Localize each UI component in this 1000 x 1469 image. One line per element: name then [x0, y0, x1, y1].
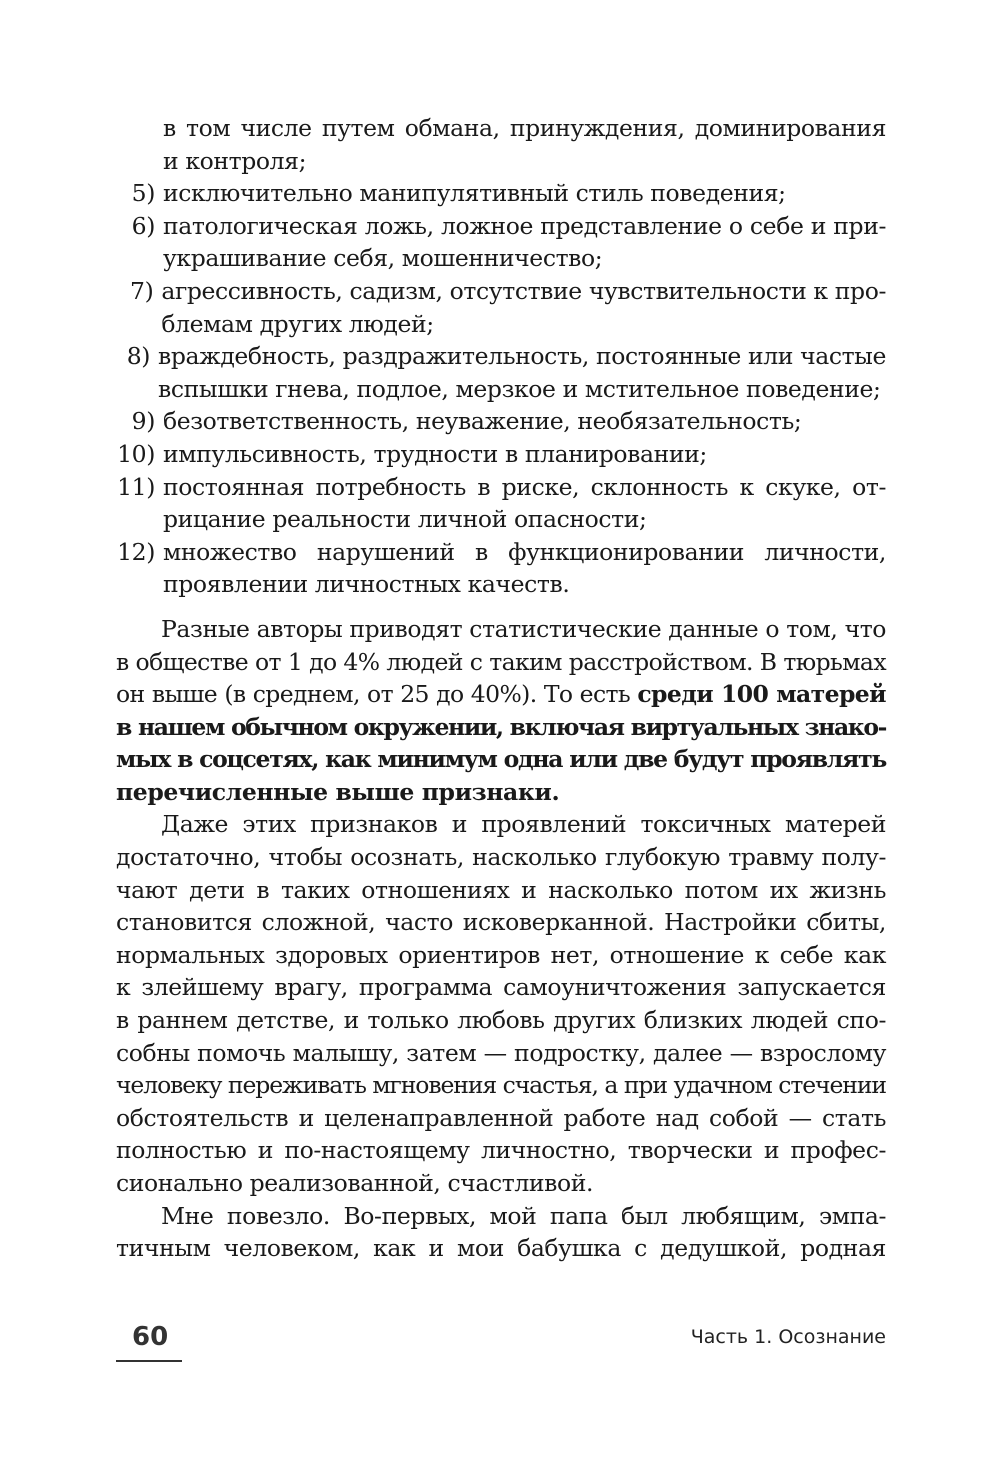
- text-line: [116, 678, 886, 711]
- text-line: к злейшему врагу, программа самоуничтожения запускается: [116, 973, 886, 1002]
- list-number: 10): [117, 439, 155, 468]
- page-footer: [116, 1322, 886, 1362]
- list-number: 9): [131, 407, 155, 436]
- text-line: Разные авторы приводят статистические данные о том, что: [161, 614, 887, 643]
- text-line: агрессивность, садизм, отсутствие чувствительности к про-: [161, 276, 886, 305]
- page-body: [116, 112, 886, 1265]
- list-item: [116, 340, 886, 405]
- text-line: полностью и по-настоящему личностно, творчески и профес-: [116, 1136, 886, 1165]
- text-span: он выше (в среднем, от 25 до 40%). То есть: [116, 680, 638, 709]
- bold-text: в нашем обычном окружении, включая виртуальных знако-: [116, 712, 886, 741]
- list-number: 8): [126, 342, 151, 371]
- list-number: 6): [131, 211, 155, 240]
- text-line: блемам других людей;: [161, 309, 434, 338]
- text-line: в том числе путем обмана, принуждения, доминирования: [163, 114, 886, 142]
- text-line: Даже этих признаков и проявлений токсичных матерей: [161, 810, 886, 839]
- text-line: постоянная потребность в риске, склонность к скуке, от-: [163, 472, 886, 501]
- paragraph: [116, 808, 886, 1199]
- paragraph: [116, 613, 886, 809]
- list-item: [116, 438, 886, 471]
- text-line: становится сложной, часто исковерканной. Настройки сбиты,: [116, 908, 886, 937]
- text-line: Мне повезло. Во-первых, мой папа был любящим, эмпа-: [161, 1201, 886, 1230]
- bold-text: мых в соцсетях, как минимум одна или две будут проявлять: [116, 745, 886, 774]
- page-number-rule: [116, 1360, 182, 1362]
- list-item: [116, 405, 886, 438]
- text-line: тичным человеком, как и мои бабушка с дедушкой, родная: [116, 1234, 886, 1263]
- bold-text: перечисленные выше признаки.: [116, 777, 560, 806]
- text-line: патологическая ложь, ложное представление о себе и при-: [163, 211, 886, 240]
- list-item: [116, 471, 886, 536]
- text-line: [116, 711, 886, 744]
- list-number: 11): [117, 472, 155, 501]
- text-line: обстоятельств и целенаправленной работе над собой — стать: [116, 1103, 886, 1132]
- list-item: [116, 177, 886, 210]
- list-item-continuation: [116, 112, 886, 177]
- text-line: враждебность, раздражительность, постоянные или частые: [158, 342, 886, 371]
- text-line: безответственность, неуважение, необязательность;: [163, 407, 802, 436]
- bold-text: среди 100 матерей: [637, 680, 886, 709]
- text-line: импульсивность, трудности в планировании;: [163, 439, 707, 468]
- paragraph: [116, 1200, 886, 1265]
- text-line: проявлении личностных качеств.: [163, 570, 570, 599]
- list-number: 12): [117, 537, 155, 566]
- text-line: [116, 776, 886, 809]
- running-head: Часть 1. Осознание: [690, 1326, 886, 1348]
- text-line: украшивание себя, мошенничество;: [163, 244, 603, 273]
- text-line: человеку переживать мгновения счастья, а при удачном стечении: [116, 1071, 886, 1100]
- list-item: [116, 275, 886, 340]
- list-number: 7): [130, 276, 154, 305]
- list-item: [116, 210, 886, 275]
- text-line: сионально реализованной, счастливой.: [116, 1169, 594, 1197]
- text-line: исключительно манипулятивный стиль поведения;: [163, 179, 786, 208]
- text-line: множество нарушений в функционировании личности,: [163, 537, 886, 566]
- text-line: рицание реальности личной опасности;: [163, 505, 647, 534]
- list-item: [116, 536, 886, 601]
- text-line: [116, 743, 886, 776]
- list-number: 5): [131, 179, 155, 208]
- text-line: вспышки гнева, подлое, мерзкое и мстительное поведение;: [158, 374, 881, 403]
- text-line: собны помочь малышу, затем — подростку, далее — взрослому: [116, 1038, 886, 1067]
- text-line: чают дети в таких отношениях и насколько потом их жизнь: [116, 875, 886, 904]
- text-line: нормальных здоровых ориентиров нет, отношение к себе как: [116, 940, 886, 969]
- text-line: в обществе от 1 до 4% людей с таким расстройством. В тюрьмах: [116, 647, 886, 676]
- page-number: 60: [132, 1322, 169, 1352]
- text-line: и контроля;: [163, 146, 307, 175]
- text-line: в раннем детстве, и только любовь других близких людей спо-: [116, 1006, 886, 1035]
- text-line: достаточно, чтобы осознать, насколько глубокую травму полу-: [116, 843, 886, 872]
